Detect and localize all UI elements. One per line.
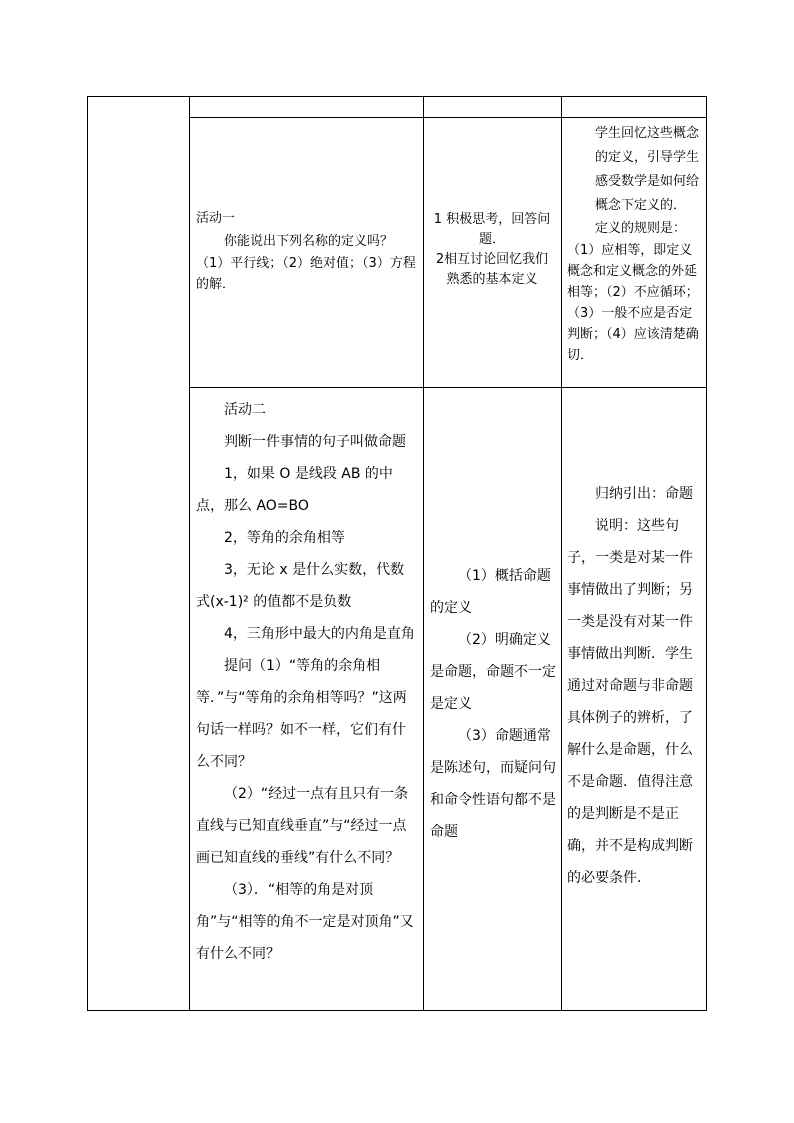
table-border-col1 bbox=[189, 96, 190, 1011]
table-border-right bbox=[706, 96, 707, 1011]
activity2-student-p3: （3）命题通常是陈述句，而疑问句和命令性语句都不是命题 bbox=[430, 728, 556, 840]
table-row-divider-2 bbox=[189, 387, 707, 388]
activity2-question-1: 提问（1）“等角的余角相等．”与“等角的余角相等吗？”这两句话一样吗？如不一样，它们有什么不同？ bbox=[196, 658, 407, 770]
activity2-title: 活动二 bbox=[224, 402, 266, 418]
activity1-items: （1）平行线；（2）绝对值；（3）方程的解． bbox=[196, 256, 416, 292]
activity2-question-2: （2）“经过一点有且只有一条直线与已知直线垂直”与“经过一点画已知直线的垂线”有什么不同？ bbox=[196, 786, 409, 866]
activity2-statement-3: 3，无论 x 是什么实数，代数式(x-1)² 的值都不是负数 bbox=[196, 562, 405, 610]
activity1-intent-p1: 学生回忆这些概念的定义，引导学生感受数学是如何给概念下定义的． bbox=[595, 126, 700, 213]
activity2-statement-1: 1，如果 O 是线段 AB 的中点，那么 AO=BO bbox=[196, 466, 393, 514]
activity1-title: 活动一 bbox=[196, 211, 236, 226]
activity2-question-3: （3）．“相等的角是对顶角”与“相等的角不一定是对顶角”又有什么不同？ bbox=[196, 882, 414, 962]
activity2-intent-p1: 归纳引出：命题 bbox=[595, 486, 693, 502]
table-border-col2 bbox=[423, 96, 424, 1011]
activity2-statement-2: 2，等角的余角相等 bbox=[224, 530, 345, 546]
activity1-student-line1: 1 积极思考，回答问题． bbox=[433, 212, 551, 247]
activity2-student-cell bbox=[430, 560, 556, 848]
table-border-left bbox=[87, 96, 88, 1011]
activity2-student-p2: （2）明确定义是命题，命题不一定是定义 bbox=[430, 632, 556, 712]
activity2-student-p1: （1）概括命题的定义 bbox=[430, 568, 551, 616]
activity1-student-cell bbox=[430, 210, 554, 290]
activity1-intent-cell bbox=[567, 122, 703, 366]
activity1-intent-p2: 定义的规则是： bbox=[595, 221, 687, 236]
activity1-question: 你能说出下列名称的定义吗？ bbox=[224, 234, 394, 249]
table-border-top bbox=[87, 96, 707, 97]
activity2-intro: 判断一件事情的句子叫做命题 bbox=[224, 434, 406, 450]
activity1-student-line2: 2相互讨论回忆我们熟悉的基本定义 bbox=[435, 252, 549, 287]
activity2-teacher-cell bbox=[196, 394, 418, 970]
activity2-intent-p2: 说明：这些句子，一类是对某一件事情做出了判断；另一类是没有对某一件事情做出判断．学生通过对命题与非命题具体例子的辨析，了解什么是命题，什么不是命题．值得注意的是判断是不是正确，并不是构成判断的必要条件． bbox=[567, 518, 693, 886]
table-border-bottom bbox=[87, 1010, 707, 1011]
activity1-intent-p3: （1）应相等，即定义概念和定义概念的外延相等；（2）不应循环；（3）一般不应是否定判断；（4）应该清楚确切． bbox=[567, 243, 699, 363]
table-border-col3 bbox=[561, 96, 562, 1011]
activity2-intent-cell bbox=[567, 478, 701, 894]
activity1-teacher-cell bbox=[196, 207, 416, 295]
table-row-divider-1 bbox=[189, 117, 707, 118]
activity2-statement-4: 4，三角形中最大的内角是直角 bbox=[224, 626, 415, 642]
